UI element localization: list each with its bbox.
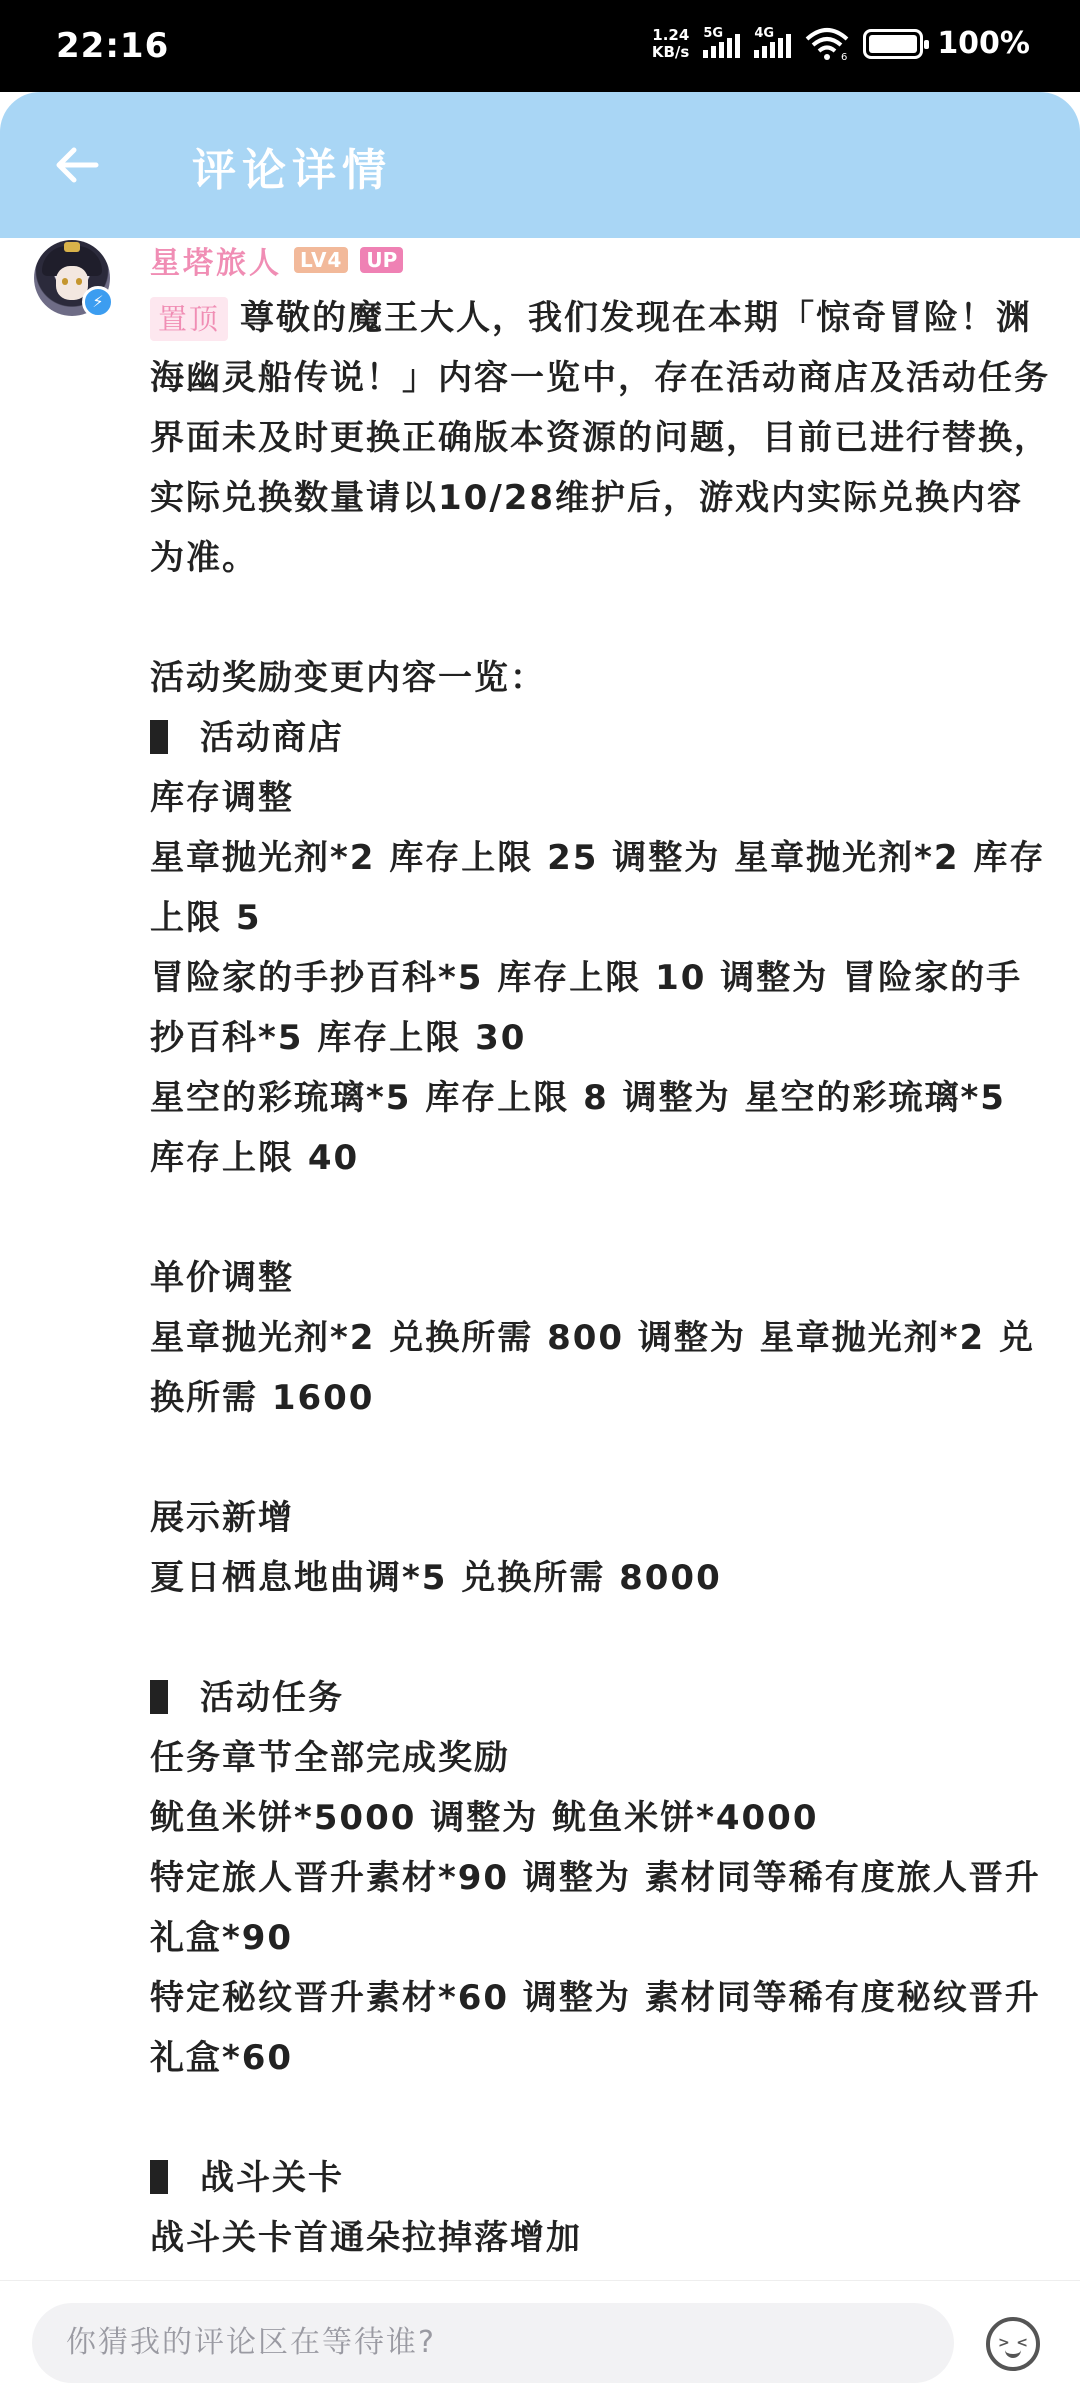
network-speed: 1.24 KB/s [651, 25, 690, 61]
page-title: 评论详情 [192, 145, 392, 196]
subheading-new: 展示新增 [150, 1498, 294, 1538]
battery-icon [863, 29, 923, 59]
back-button[interactable] [52, 140, 102, 190]
section-title-battle: 战斗关卡 [150, 2148, 1055, 2208]
emoji-face-icon[interactable]: > < [986, 2317, 1040, 2371]
section-title-shop: 活动商店 [150, 708, 1055, 768]
section-marker-icon [150, 2160, 168, 2194]
task-line: 特定旅人晋升素材*90 调整为 素材同等稀有度旅人晋升礼盒*90 [150, 1858, 1041, 1958]
app-header [0, 92, 1080, 238]
pinned-badge: 置顶 [150, 297, 228, 341]
stock-line: 星章抛光剂*2 库存上限 25 调整为 星章抛光剂*2 库存上限 5 [150, 838, 1046, 938]
author-row [150, 238, 403, 282]
comment-detail [0, 238, 1080, 2280]
section-marker-icon [150, 720, 168, 754]
comment-body [150, 288, 1055, 2268]
signal-4g-icon: 4G [754, 30, 791, 58]
arrow-left-icon [52, 140, 102, 190]
subheading-price: 单价调整 [150, 1258, 294, 1298]
level-badge: LV4 [294, 247, 348, 273]
battery-percent: 100% [937, 26, 1030, 61]
battle-line: 战斗关卡首通朵拉掉落增加 [150, 2218, 582, 2258]
summary-heading: 活动奖励变更内容一览： [150, 658, 546, 698]
wifi-icon [805, 27, 849, 61]
stock-line: 冒险家的手抄百科*5 库存上限 10 调整为 冒险家的手抄百科*5 库存上限 30 [150, 958, 1023, 1058]
status-bar [0, 0, 1080, 92]
comment-intro: 置顶 尊敬的魔王大人，我们发现在本期「惊奇冒险！渊海幽灵船传说！」内容一览中，存在活动商店及活动任务界面未及时更换正确版本资源的问题，目前已进行替换，实际兑换数量请以10/28维护后，游戏内实际兑换内容为准。 [150, 298, 1050, 578]
section-marker-icon [150, 1680, 168, 1714]
section-title-tasks: 活动任务 [150, 1668, 1055, 1728]
task-line: 鱿鱼米饼*5000 调整为 鱿鱼米饼*4000 [150, 1798, 819, 1838]
stock-line: 星空的彩琉璃*5 库存上限 8 调整为 星空的彩琉璃*5 库存上限 40 [150, 1078, 1020, 1178]
status-icons [652, 26, 1030, 61]
task-line: 特定秘纹晋升素材*60 调整为 素材同等稀有度秘纹晋升礼盒*60 [150, 1978, 1041, 2078]
comment-input-bar [0, 2280, 1080, 2400]
svg-text:6: 6 [841, 51, 848, 61]
new-line: 夏日栖息地曲调*5 兑换所需 8000 [150, 1558, 722, 1598]
username[interactable]: 星塔旅人 [150, 246, 282, 281]
clock: 22:16 [56, 26, 170, 66]
subheading-tasks: 任务章节全部完成奖励 [150, 1738, 510, 1778]
verified-badge-icon: ⚡ [82, 286, 114, 318]
up-badge: UP [360, 247, 403, 273]
signal-5g-icon: 5G [703, 30, 740, 58]
subheading-stock: 库存调整 [150, 778, 294, 818]
comment-input[interactable]: 你猜我的评论区在等待谁? [32, 2303, 954, 2383]
price-line: 星章抛光剂*2 兑换所需 800 调整为 星章抛光剂*2 兑换所需 1600 [150, 1318, 1036, 1418]
